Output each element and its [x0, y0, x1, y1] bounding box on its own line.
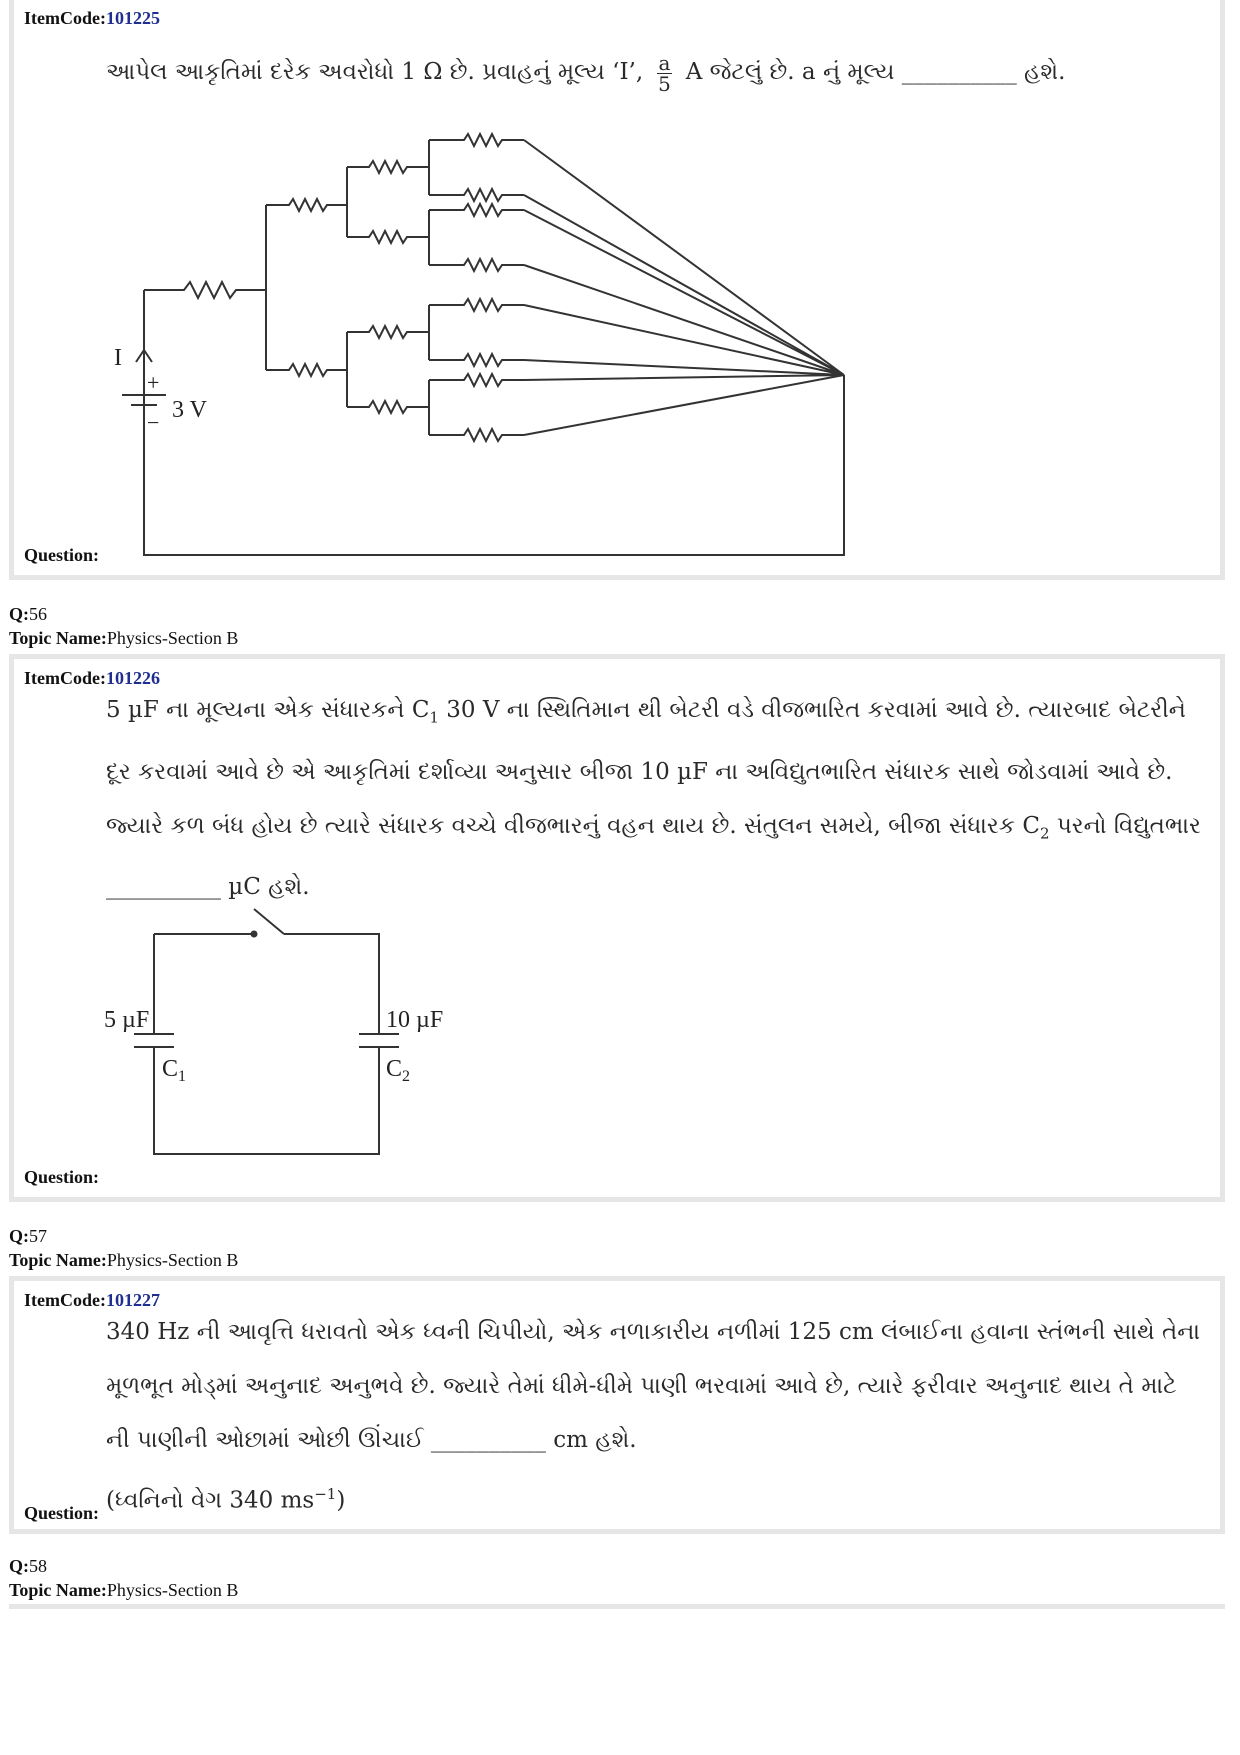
q-label: Q: [9, 1226, 29, 1246]
question-box-101226 [9, 654, 1225, 1202]
next-box-top-edge [9, 1604, 1225, 1609]
resistor-r3c [347, 326, 429, 338]
resistor-r4-4 [429, 259, 524, 271]
topic-label: Topic Name: [9, 1250, 107, 1270]
circuit-wire-bottom [144, 380, 844, 555]
topic-label: Topic Name: [9, 1580, 107, 1600]
line3-part-a: જ્યારે કળ બંધ હોય છે ત્યારે સંધારક વચ્ચે વીજભારનું વહન થાય છે. સંતુલન સમયે, બીજા સંધારક C [106, 812, 1040, 839]
resistor-network-diagram [84, 125, 984, 605]
converging-wires [524, 140, 844, 435]
topic-label: Topic Name: [9, 628, 107, 648]
item-code-label: ItemCode: [24, 1290, 106, 1310]
fraction-a-over-5 [657, 50, 673, 96]
c1-value-label: 5 µF [104, 1007, 150, 1033]
line3-part-b: પરનો વિદ્યુતભાર [1049, 812, 1201, 839]
item-code-value: 101226 [105, 668, 160, 688]
q-number: 56 [29, 604, 47, 624]
wire-left-top [154, 934, 254, 1034]
question-text [106, 1305, 1226, 1528]
resistor-r2b [266, 364, 347, 376]
question-line-2: દૂર કરવામાં આવે છે એ આકૃતિમાં દર્શાવ્યા અનુસાર બીજા 10 µF ના અવિદ્યુતભારિત સંધારક સાથે જોડવામાં આવે છે. [106, 758, 1173, 785]
subscript-2: 2 [1039, 824, 1050, 843]
current-label: I [114, 345, 122, 371]
question-line-3 [106, 799, 1226, 861]
question-line-3: ની પાણીની ઓછામાં ઓછી ઊંચાઈ __________ cm હશે. [106, 1427, 637, 1453]
question-box-101227 [9, 1276, 1225, 1534]
resistor-r3a [347, 161, 429, 173]
battery-voltage: 3 V [172, 397, 207, 423]
question-text-part2: A જેટલું છે. a નું મૂલ્ય __________ હશે. [685, 59, 1066, 85]
switch-blade [254, 909, 284, 934]
switch-contact [251, 931, 258, 938]
question-number-56 [9, 604, 47, 625]
resistor-r4-3 [429, 204, 524, 216]
resistor-r3d [347, 401, 429, 413]
question-label: Question: [24, 1167, 100, 1187]
resistor-r2a [266, 199, 347, 211]
question-text [106, 45, 1065, 99]
item-code-label: ItemCode: [24, 668, 106, 688]
line1-part-a: 5 µF ના મૂલ્યના એક સંધારકને C [106, 697, 430, 723]
item-code-line [24, 8, 160, 29]
c2-value-label: 10 µF [386, 1007, 444, 1033]
question-line-4 [106, 1467, 1226, 1528]
question-label: Question: [24, 545, 100, 565]
topic-name: Physics-Section B [106, 1250, 239, 1270]
topic-line-58 [9, 1580, 238, 1601]
question-number-58 [9, 1556, 47, 1577]
question-text-part1: આપેલ આકૃતિમાં દરેક અવરોધો 1 Ω છે. પ્રવાહનું મૂલ્ય ‘I’, [106, 59, 644, 85]
resistor-r4-8 [429, 429, 524, 441]
fraction-numerator: a [658, 50, 671, 75]
battery-plus: + [147, 370, 160, 395]
battery-minus: − [147, 410, 160, 435]
topic-name: Physics-Section B [106, 628, 239, 648]
wire-bottom [154, 1047, 379, 1154]
q-number: 58 [29, 1556, 47, 1576]
question-box-101225 [9, 0, 1225, 580]
item-code-label: ItemCode: [24, 8, 106, 28]
resistor-r4-5 [429, 299, 524, 311]
q-label: Q: [9, 604, 29, 624]
superscript-minus-1: −1 [314, 1485, 337, 1503]
question-line-1: 340 Hz ની આવૃત્તિ ધરાવતો એક ધ્વની ચિપીયો, એક નળાકારીય નળીમાં 125 cm લંબાઈના હવાના સ્તંભની સાથે તેના [106, 1319, 1201, 1345]
question-label: Question: [24, 1503, 100, 1523]
line4-part-a: (ધ્વનિનો વેગ 340 ms [106, 1487, 315, 1514]
question-line-2: મૂળભૂત મોડ્માં અનુનાદ અનુભવે છે. જ્યારે તેમાં ધીમે-ધીમે પાણી ભરવામાં આવે છે, ત્યારે ફરીવાર અનુનાદ થાય તે માટે [106, 1373, 1177, 1399]
topic-line-57 [9, 1250, 238, 1271]
question-line-4: __________ µC હશે. [106, 874, 310, 901]
item-code-value: 101227 [105, 1290, 160, 1310]
resistor-r4-2 [429, 189, 524, 201]
wire-right-top [284, 934, 379, 1034]
resistor-r4-1 [429, 134, 524, 146]
c2-name-label: $C_2$ [386, 1056, 411, 1085]
q-label: Q: [9, 1556, 29, 1576]
q-number: 57 [29, 1226, 47, 1246]
item-code-value: 101225 [105, 8, 160, 28]
subscript-1: 1 [429, 708, 439, 727]
topic-line-56 [9, 628, 238, 649]
c1-name-label: $C_1$ [162, 1056, 187, 1085]
topic-name: Physics-Section B [106, 1580, 239, 1600]
question-text [106, 683, 1226, 914]
resistor-r3b [347, 231, 429, 243]
line4-part-b: ) [336, 1487, 346, 1514]
question-line-1 [106, 683, 1226, 745]
question-number-57 [9, 1226, 47, 1247]
capacitor-circuit-diagram [104, 904, 524, 1194]
fraction-denominator: 5 [658, 71, 671, 96]
line1-part-b: 30 V ના સ્થિતિમાન થી બેટરી વડે વીજભારિત કરવામાં આવે છે. ત્યારબાદ બેટરીને [438, 697, 1186, 723]
resistor-r1 [144, 282, 266, 298]
resistor-r4-6 [429, 354, 524, 366]
resistor-r4-7 [429, 374, 524, 386]
